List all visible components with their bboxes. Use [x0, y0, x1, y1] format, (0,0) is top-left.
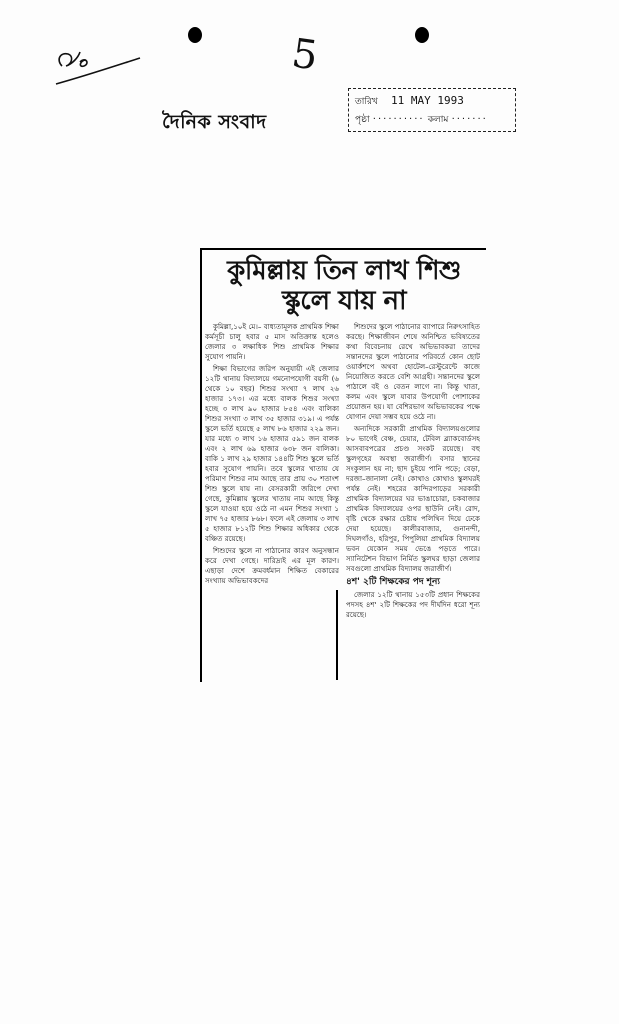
newspaper-masthead: দৈনিক সংবাদ [162, 111, 267, 133]
date-stamp [348, 88, 516, 132]
article-paragraph: শিশুদের স্কুলে পাঠানোর ব্যাপারে নিরুৎসাহিত করছে। শিক্ষাজীবন শেষে অনিশ্চিত ভবিষ্যতের কথা বিবেচনায় রেখে অভিভাবকরা তাদের সন্তানদের স্কুলে পাঠানোর পরিবর্তে কোন ছোট ওয়ার্কশপে অথবা হোটেল–রেস্টুরেন্টে কাজে নিয়োজিত করতে বেশি আগ্রহী। সন্তানদের স্কুলে পাঠালে বই ও বেতন লাগে না। কিন্তু খাতা, কলম এবং স্কুলে যাবার উপযোগী পোশাকের প্রয়োজন হয়। যা বেশিরভাগ অভিভাবকের পক্ষে যোগান দেয়া সম্ভব হয়ে ওঠে না। [346, 322, 480, 421]
article-paragraph: অন্যদিকে সরকারী প্রাথমিক বিদ্যালয়গুলোর ৮০ ভাগেই বেঞ্চ, চেয়ার, টেবিল ব্ল্যাকবোর্ডসহ আসবাবপত্রের প্রচণ্ড সংকট রয়েছে। বহু স্কুলগৃহের অবস্থা জরাজীর্ণ। বসার স্থানের সংকুলান হয় না; ছাদ চুইয়ে পানি পড়ে; বেড়া, দরজা–জানালা নেই। কোথাও কোথাও স্কুলঘরই পর্যন্ত নেই। শহরের কান্দিরপাড়ের সরকারী প্রাথমিক বিদ্যালয়ের ঘর ভাঙাচোরা, চকবাজার প্রাথমিক বিদ্যালয়ের ওপর ছাউনি নেই। রোদ, বৃষ্টি থেকে রক্ষার চেষ্টায় পলিথিন দিয়ে ঢেকে দেয়া হয়েছে। কালীরবাজার, গুনানন্দী, দিঘলগাঁও, হরিপুর, পিপুলিয়া প্রাথমিক বিদ্যালয় ভবন যেকোন সময় ভেঙে পড়তে পারে। স্যানিটেশন বিভাগ নির্মিত স্কুলঘর ছাড়া জেলার সবগুলো প্রাথমিক বিদ্যালয় জরাজীর্ণ। [346, 424, 480, 573]
punch-hole-right [415, 27, 429, 43]
headline-line-2: স্কুলে যায় না [281, 286, 407, 316]
article-paragraph: কুমিল্লা,১০ই মে।– বাধ্যতামূলক প্রাথমিক শিক্ষা কর্মসূচী চালু হবার ৫ মাস অতিক্রান্ত হলেও জেলার ৩ লক্ষাধিক শিশু প্রাথমিক শিক্ষার সুযোগ পায়নি। [205, 322, 339, 361]
stamp-date-label: তারিখ [355, 97, 378, 107]
article-paragraph: জেলার ১২টি থানায় ১৫৩টি প্রধান শিক্ষকের পদসহ ৪শ' ২টি শিক্ষকের পদ দীর্ঘদিন ধরো শূন্য রয়েছে। [346, 590, 480, 619]
headline-line-1: কুমিল্লায় তিন লাখ শিশু [227, 256, 461, 286]
stamp-page-label: পৃষ্ঠা [355, 115, 370, 125]
article-paragraph: শিক্ষা বিভাগের জরিপ অনুযায়ী এই জেলার ১২টি থানায় বিদ্যালয়ে গমনোপযোগী বয়সী (৬ থেকে ১০ বছর) শিশুর সংখ্যা ৭ লাখ ২৬ হাজার ১৭৩। এর মধ্যে বালক শিশুর সংখ্যা হচ্ছে ৩ লাখ ৯০ হাজার ৮৫৪ এবং বালিকা শিশুর সংখ্যা ৩ লাখ ৩৫ হাজার ৩১৯। এ পর্যন্ত স্কুলে ভর্তি হয়েছে ৫ লাখ ৮৬ হাজার ২২৯ জন। যার মধ্যে ৩ লাখ ১৬ হাজার ৫৯১ জন বালক এবং ২ লাখ ৬৯ হাজার ৬৩৮ জন বালিকা। বাকি ১ লাখ ২৯ হাজার ১৪৪টি শিশু স্কুলে ভর্তি হবার সুযোগ পায়নি। তবে স্কুলের খাতায় যে পরিমাণ শিশুর নাম আছে তার প্রায় ৩০ শতাংশ শিশু স্কুলে যায় না। বেসরকারী জরিপে দেখা গেছে, কুমিল্লায় স্কুলের খাতায় নাম আছে কিন্তু স্কুলে যাওয়া হয়ে ওঠে না এমন শিশুর সংখ্যা ১ লাখ ৭৫ হাজার ৮৬৮। ফলে এই জেলায় ৩ লাখ ৫ হাজার ৮১২টি শিশু শিক্ষার অধিকার থেকে বঞ্চিত রয়েছে। [205, 364, 339, 543]
punch-hole-left [188, 27, 202, 43]
article-paragraph: শিশুদের স্কুলে না পাঠানোর কারণ অনুসন্ধান করে দেখা গেছে। দারিদ্র্যই এর মূল কারণ। এছাড়া দেশে ক্রমবর্ধমান শিক্ষিত বেকারের সংখ্যায় অভিভাবকদের [205, 546, 339, 585]
article-subhead: ৪শ' ২টি শিক্ষকের পদ শূন্য [346, 577, 440, 587]
handwritten-number: 5 [288, 30, 321, 80]
stamp-date-row [355, 92, 509, 111]
article-column-1 [205, 322, 339, 622]
article-column-2 [346, 322, 480, 678]
stamp-page-row: পৃষ্ঠা ·········· কলাম ······· [355, 114, 488, 125]
stamp-column-label: কলাম [427, 115, 449, 125]
article-headline [204, 256, 484, 316]
stamp-date-value: 11 MAY 1993 [391, 94, 464, 107]
handwritten-annotation [50, 38, 145, 88]
